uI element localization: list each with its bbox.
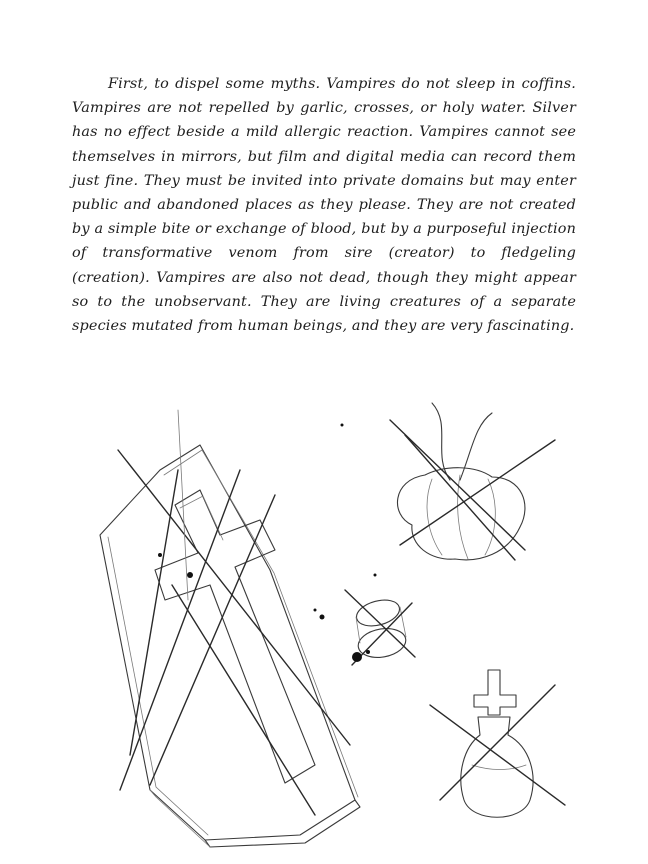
garlic-sketch	[390, 403, 555, 560]
myths-illustration	[60, 395, 600, 855]
silver-ring-sketch	[320, 574, 416, 666]
holy-water-bottle-sketch	[430, 670, 565, 817]
body-paragraph	[72, 72, 576, 338]
coffin-cross-sketch	[155, 490, 315, 783]
coffin-sketch	[100, 410, 360, 847]
paragraph-text: First, to dispel some myths. Vampires do not sleep in coffins. Vampires are not repelled by garlic, crosses, or holy water. Silver has no effect beside a mild allergic reaction. Vampires cannot see themselves in mirrors, but film and digital media can record them just fine. They must be invited into private domains but may enter public and abandoned places as they please. They are not created by a simple bite or exchange of blood, but by a purposeful injection of transformative venom from sire (creator) to fledgeling (creation). Vampires are also not dead, though they might appear so to the unobservant. They are living creatures of a separate species mutated from human beings, and they are very fascinating.	[72, 76, 576, 335]
ink-splatters	[158, 424, 344, 612]
